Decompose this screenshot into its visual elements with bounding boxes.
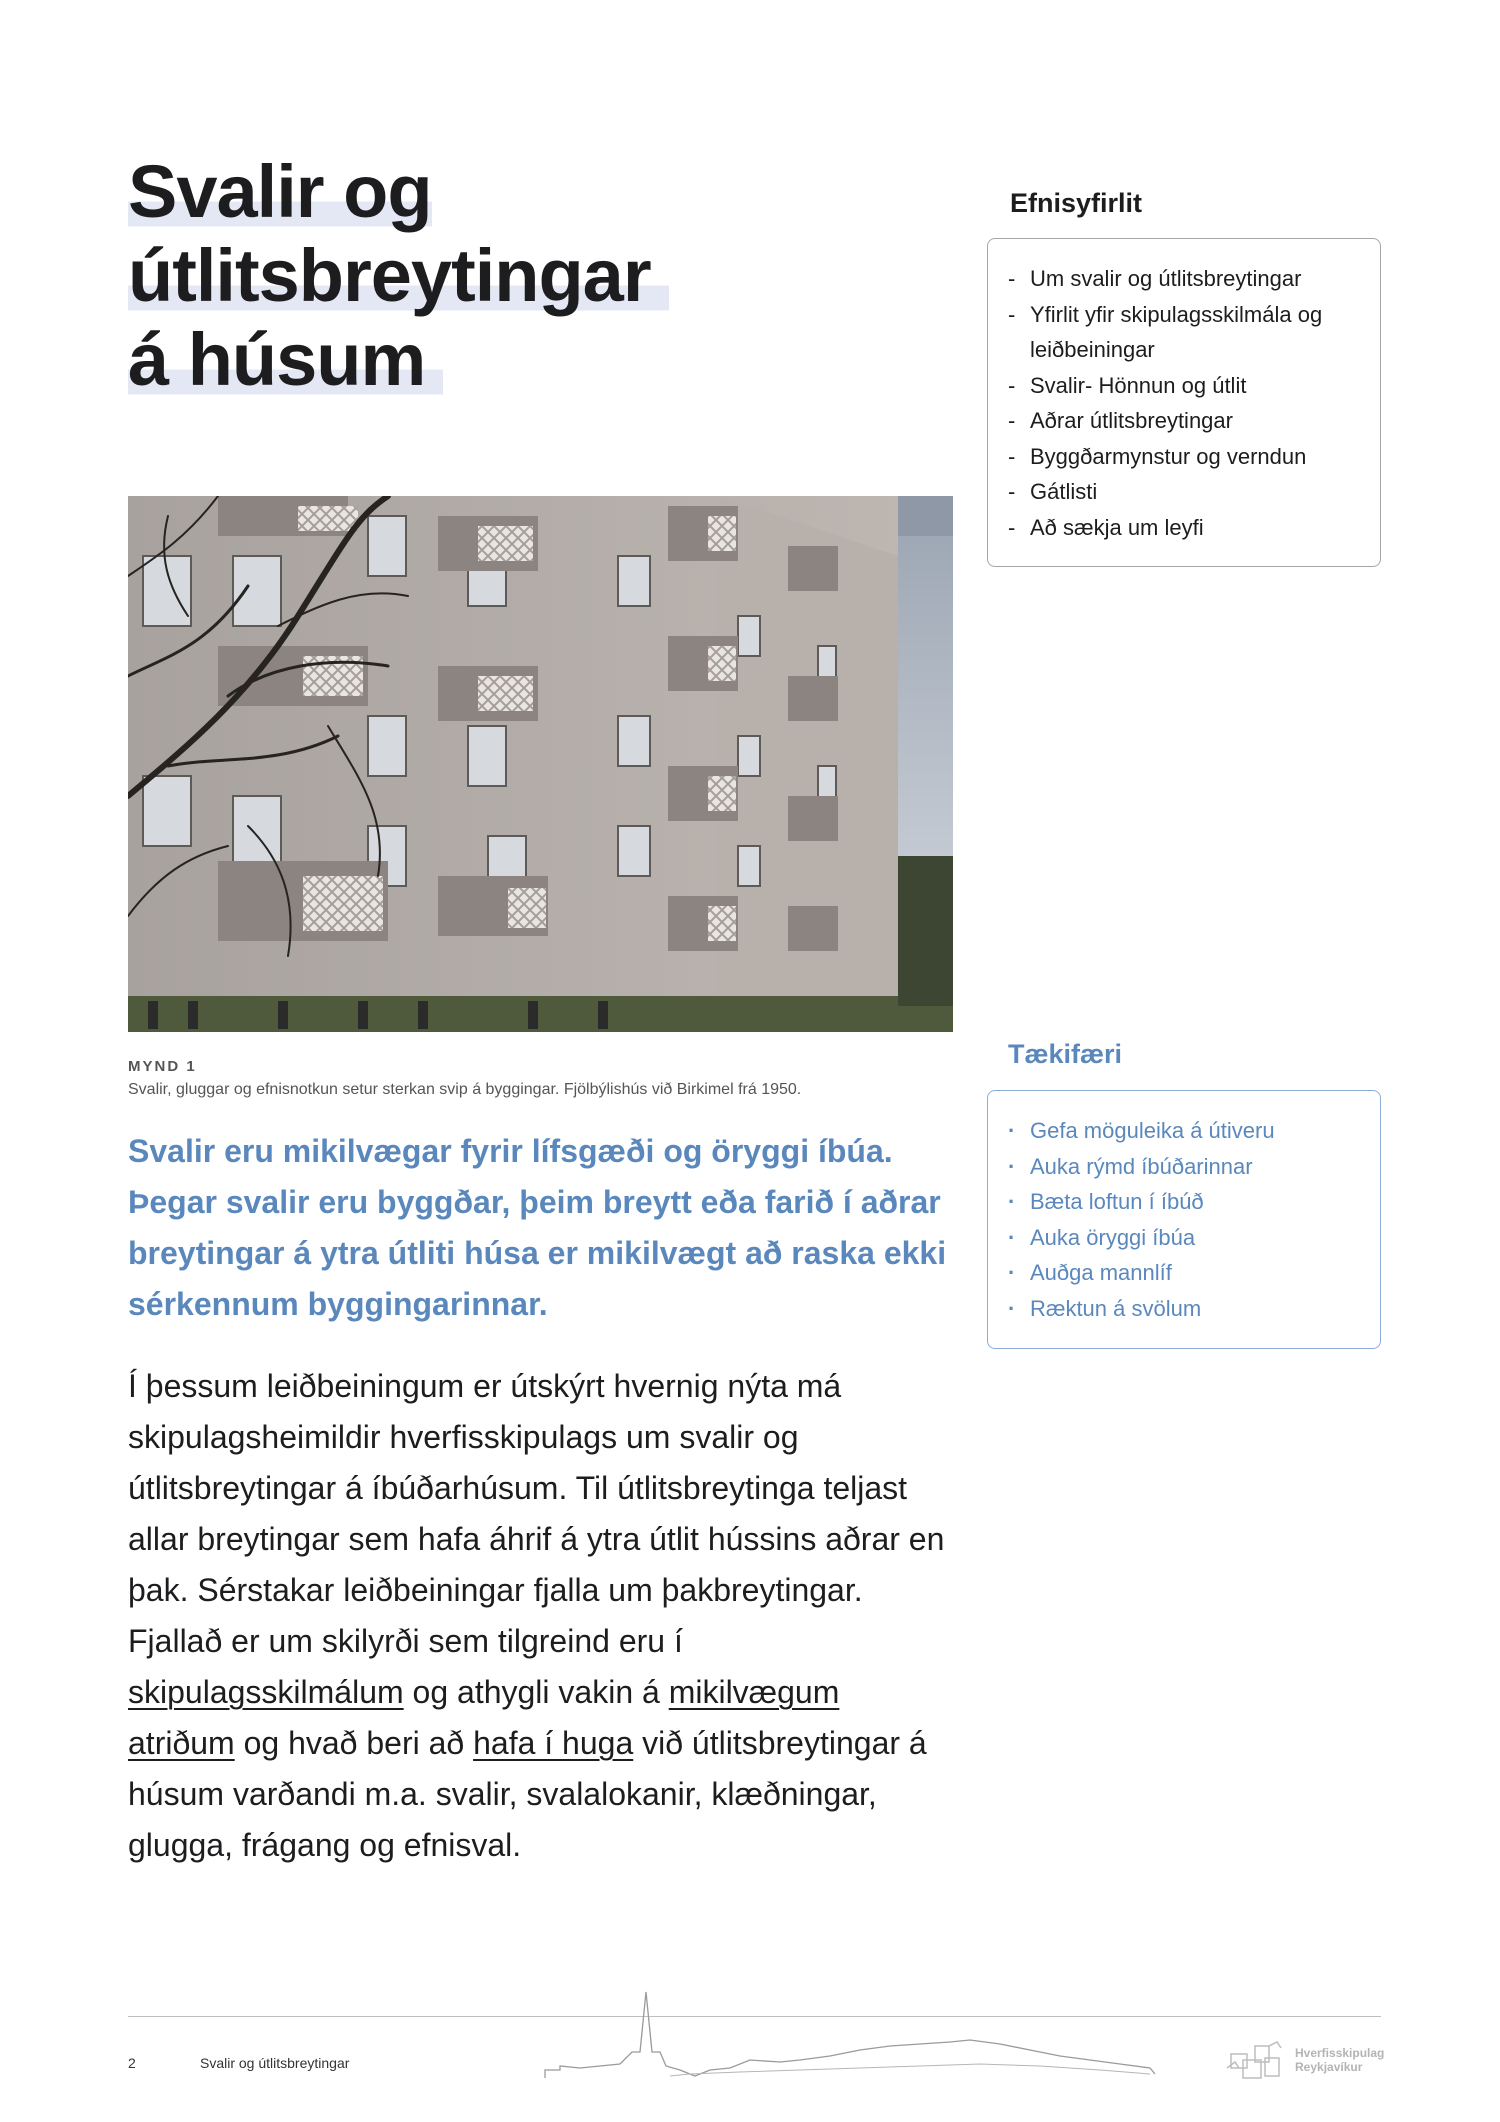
opportunity-item: · Auka rýmd íbúðarinnar xyxy=(1008,1149,1360,1185)
footer-section-title: Svalir og útlitsbreytingar xyxy=(200,2055,350,2071)
page-title xyxy=(128,150,968,402)
building-photo xyxy=(128,496,953,1032)
opportunities-title: Tækifæri xyxy=(1008,1039,1123,1069)
brand-line-1: Hverfisskipulag xyxy=(1295,2046,1385,2060)
toc-list xyxy=(1008,261,1360,545)
toc-item[interactable]: - Svalir- Hönnun og útlit xyxy=(1008,368,1360,404)
page-title-line-1: Svalir og útlitsbreytingar xyxy=(128,150,669,317)
figure-caption: Svalir, gluggar og efnisnotkun setur sterkan svip á byggingar. Fjölbýlishús við Birkimel frá 1950. xyxy=(128,1081,802,1098)
page-title-line-2: á húsum xyxy=(128,318,443,401)
body-text-2: og athygli vakin á xyxy=(403,1674,669,1710)
opportunity-item: · Auðga mannlíf xyxy=(1008,1255,1360,1291)
opportunity-item: · Ræktun á svölum xyxy=(1008,1291,1360,1327)
apartment-building-illustration xyxy=(128,496,953,1032)
opportunity-item: · Auka öryggi íbúa xyxy=(1008,1220,1360,1256)
link-hafa-i-huga[interactable]: hafa í huga xyxy=(473,1725,634,1761)
brand-line-2: Reykjavíkur xyxy=(1295,2060,1363,2074)
toc-item[interactable]: - Aðrar útlitsbreytingar xyxy=(1008,403,1360,439)
toc-item[interactable]: - Að sækja um leyfi xyxy=(1008,510,1360,546)
toc-box xyxy=(987,238,1381,567)
body-text-1: Í þessum leiðbeiningum er útskýrt hvernig nýta má skipulagsheimildir hverfisskipulags um svalir og útlitsbreytingar á íbúðarhúsum. Til útlitsbreytinga teljast allar breytingar sem hafa áhrif á ytra útlit hússins aðrar en þak. Sérstakar leiðbeiningar fjalla um þakbreytingar. Fjallað er um skilyrði sem tilgreind eru í xyxy=(128,1368,945,1659)
link-skipulagsskilmalar[interactable]: skipulagsskilmálum xyxy=(128,1674,404,1710)
page-number: 2 xyxy=(128,2055,136,2071)
toc-item[interactable]: - Gátlisti xyxy=(1008,474,1360,510)
hverfisskipulag-logo-icon xyxy=(1225,2040,1295,2082)
toc-item[interactable]: - Yfirlit yfir skipulagsskilmála og leiðbeiningar xyxy=(1008,297,1360,368)
body-paragraph xyxy=(128,1361,948,1871)
toc-item[interactable]: - Byggðarmynstur og verndun xyxy=(1008,439,1360,475)
body-text-4: við útlitsbreytingar á húsum varðandi m.a. svalir, svalalokanir, klæðningar, glugga, frágang og efnisval. xyxy=(128,1725,927,1863)
body-text-3: og hvað beri að xyxy=(234,1725,474,1761)
opportunity-item: · Bæta loftun í íbúð xyxy=(1008,1184,1360,1220)
brand-name xyxy=(1295,2046,1384,2074)
toc-title: Efnisyfirlit xyxy=(1010,188,1143,218)
link-mikilvaeg-atridi[interactable]: mikilvægum atriðum xyxy=(128,1674,840,1761)
opportunity-item: · Gefa möguleika á útiveru xyxy=(1008,1113,1360,1149)
opportunities-box xyxy=(987,1090,1381,1349)
opportunities-list xyxy=(1008,1113,1360,1326)
city-skyline-icon xyxy=(540,1986,1160,2080)
figure-label: MYND 1 xyxy=(128,1058,197,1075)
toc-item[interactable]: - Um svalir og útlitsbreytingar xyxy=(1008,261,1360,297)
lead-paragraph: Svalir eru mikilvægar fyrir lífsgæði og öryggi íbúa. Þegar svalir eru byggðar, þeim breytt eða farið í aðrar breytingar á ytra útliti húsa er mikilvægt að raska ekki sérkennum byggingarinnar. xyxy=(128,1133,947,1322)
